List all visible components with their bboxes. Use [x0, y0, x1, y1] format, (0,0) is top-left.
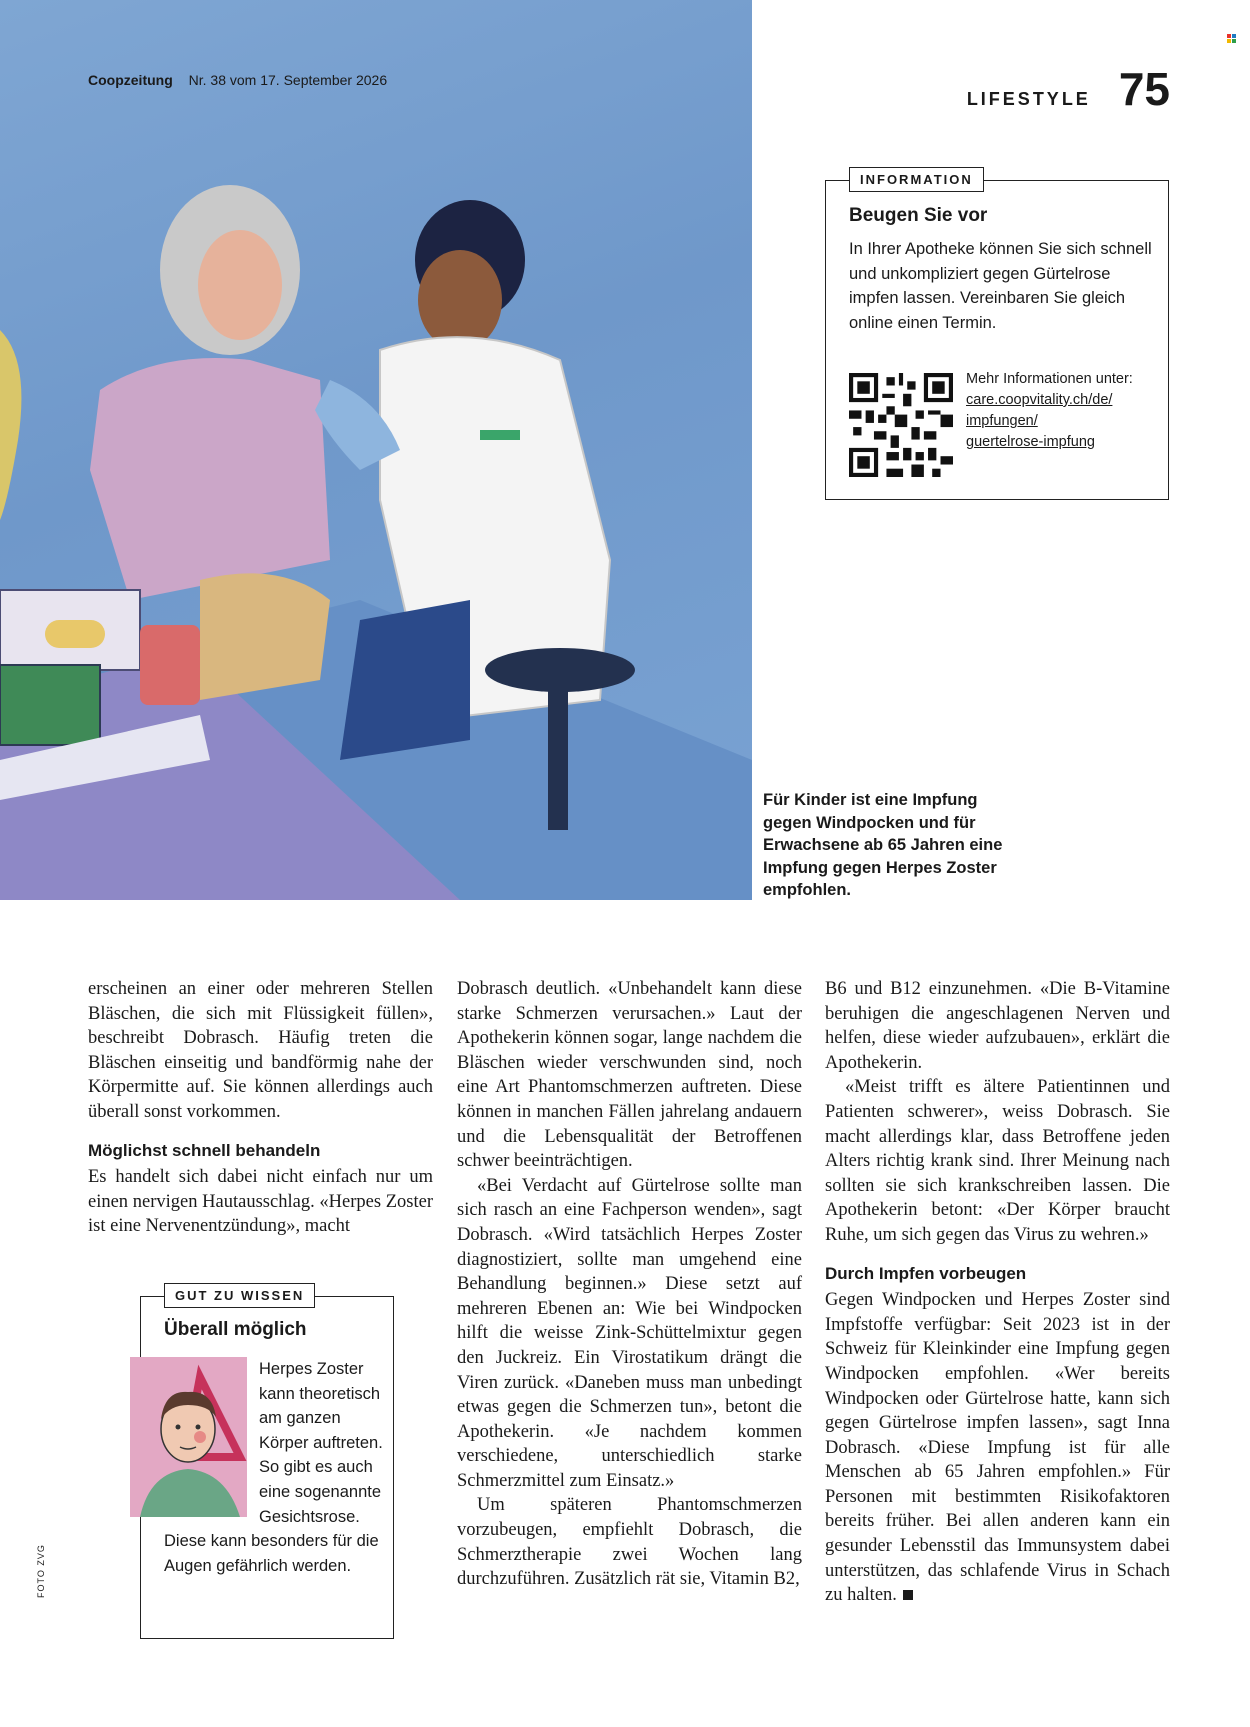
paragraph: «Bei Verdacht auf Gürtelrose sollte man sich rasch an eine Fachperson wenden», sagt Dobrasch. «Wird tatsächlich Herpes Zoster diagnostiziert, sollte man umgehend eine Behandlung beginnen.» Diese setzt auf mehreren Ebenen an: Wie bei Windpocken hilft die weisse Zink-Schüttelmixtur gegen den Juckreiz. Ein Virostatikum drängt die Viren zurück. «Daneben muss man unbedingt etwas gegen die Schmerzen tun», betont die Apothekerin. «Je nachdem kommen verschiedene, unterschiedlich starke Schmerzmittel zum Einsatz.»	[457, 1175, 802, 1491]
pill-jar	[140, 625, 200, 705]
stool-leg	[548, 690, 568, 830]
article-column-1	[88, 977, 433, 1239]
plant-leaf	[0, 330, 21, 520]
medicine-box-green	[0, 665, 100, 745]
patient-face	[198, 230, 282, 340]
image-caption: Für Kinder ist eine Impfung gegen Windpocken und für Erwachsene ab 65 Jahren eine Impfung gegen Herpes Zoster empfohlen.	[763, 791, 1003, 899]
subheading: Durch Impfen vorbeugen	[825, 1263, 1027, 1283]
section-label: LIFESTYLE	[966, 89, 1091, 109]
patient-shirt	[90, 358, 330, 600]
pharmacist-trousers	[340, 600, 470, 760]
info-link-line-3[interactable]: guertelrose-impfung	[966, 434, 1095, 450]
subheading: Möglichst schnell behandeln	[88, 1140, 321, 1160]
publication-name: Coopzeitung	[88, 72, 173, 88]
paragraph: Um späteren Phantomschmerzen vorzubeugen, empfiehlt Dobrasch, die Schmerztherapie zwei Wochen lang durchzuführen. Zusätzlich rät sie, Vitamin B2,	[457, 1495, 802, 1590]
information-text: In Ihrer Apotheke können Sie sich schnell und unkompliziert gegen Gürtelrose impfen lassen. Vereinbaren Sie gleich online einen Termin.	[849, 240, 1152, 332]
information-tag: INFORMATION	[849, 167, 984, 192]
article-column-3	[825, 977, 1170, 1608]
pocket-pen	[480, 430, 520, 440]
pill-capsule	[45, 620, 105, 648]
pharmacist-face	[418, 250, 502, 350]
paragraph: erscheinen an einer oder mehreren Stellen Bläschen, die sich mit Flüssigkeit füllen», beschreibt Dobrasch. Häufig treten die Bläschen einseitig und bandförmig nahe der Körpermitte auf. Sie können allerdings auch überall sonst vorkommen.	[88, 979, 433, 1122]
section-header	[966, 63, 1170, 115]
page-number: 75	[1118, 63, 1170, 115]
face-rash-illustration	[130, 1357, 247, 1517]
hero-illustration	[0, 0, 752, 900]
photo-credit: FOTO ZVG	[36, 1544, 46, 1598]
issue-info: Nr. 38 vom 17. September 2026	[188, 72, 388, 88]
stool-seat	[485, 648, 635, 692]
logo-dots-icon	[1227, 34, 1236, 43]
gut-zu-wissen-title: Überall möglich	[164, 1319, 307, 1340]
gut-zu-wissen-tag: GUT ZU WISSEN	[164, 1283, 315, 1308]
paragraph: «Meist trifft es ältere Patientinnen und Patienten schwerer», weiss Dobrasch. Sie macht allerdings klar, dass Betroffene jeden Alters richtig krank sind. Ihrer Meinung nach sollten sie sich krankschreiben lassen. Die Apothekerin betont: «Der Körper braucht Ruhe, um sich gegen das Virus zu wehren.»	[825, 1077, 1170, 1245]
info-link-line-1[interactable]: care.coopvitality.ch/de/	[966, 392, 1113, 408]
vaccination-scene	[0, 0, 752, 900]
article-column-2	[457, 977, 802, 1592]
gut-zu-wissen-text: Herpes Zoster kann theoretisch am ganzen Körper auftreten. So gibt es auch eine sogenannte Gesichtsrose. Diese kann besonders für die Augen gefährlich werden.	[164, 1360, 383, 1575]
masthead	[88, 72, 387, 88]
gut-zu-wissen-content	[164, 1357, 386, 1578]
end-mark-icon	[903, 1590, 913, 1600]
paragraph	[825, 1288, 1170, 1608]
gut-zu-wissen-box	[140, 1288, 394, 1639]
more-info	[966, 369, 1133, 453]
info-link-line-2[interactable]: impfungen/	[966, 413, 1038, 429]
paragraph: Dobrasch deutlich. «Unbehandelt kann diese starke Schmerzen verursachen.» Laut der Apothekerin können sogar, lange nachdem die Bläschen wieder verschwunden sind, noch eine Art Phantomschmerzen auftreten. Diese können in manchen Fällen jahrelang andauern und die Lebensqualität der Betroffenen schwer beeinträchtigen.	[457, 979, 802, 1172]
information-box	[825, 172, 1169, 500]
paragraph: Es handelt sich dabei nicht einfach nur um einen nervigen Hautausschlag. «Herpes Zoster ist eine Nervenentzündung», macht	[88, 1167, 433, 1237]
qr-code-icon[interactable]	[849, 373, 953, 477]
paragraph: B6 und B12 einzunehmen. «Die B-Vitamine beruhigen die angeschlagenen Nerven und helfen, diese wieder aufzubauen», erklärt die Apothekerin.	[825, 979, 1170, 1073]
patient-legs	[200, 573, 330, 700]
information-title: Beugen Sie vor	[849, 205, 988, 226]
more-info-label: Mehr Informationen unter:	[966, 371, 1133, 387]
paragraph-text: Gegen Windpocken und Herpes Zoster sind Impfstoffe verfügbar: Seit 2023 ist in der Schweiz für Kleinkinder eine Impfung gegen Windpocken empfohlen. «Wer bereits Windpocken oder Gürtelrose hatte, kann sich gegen Gürtelrose impfen lassen», sagt Inna Dobrasch. «Diese Impfung ist für alle Menschen ab 65 Jahren empfohlen.» Für Personen mit bestimmten Risikofaktoren bereits früher. Bei allen anderen kann ein gesunder Lebensstil das Immunsystem dabei unterstützen, das schlafende Virus in Schach zu halten.	[825, 1290, 1170, 1606]
